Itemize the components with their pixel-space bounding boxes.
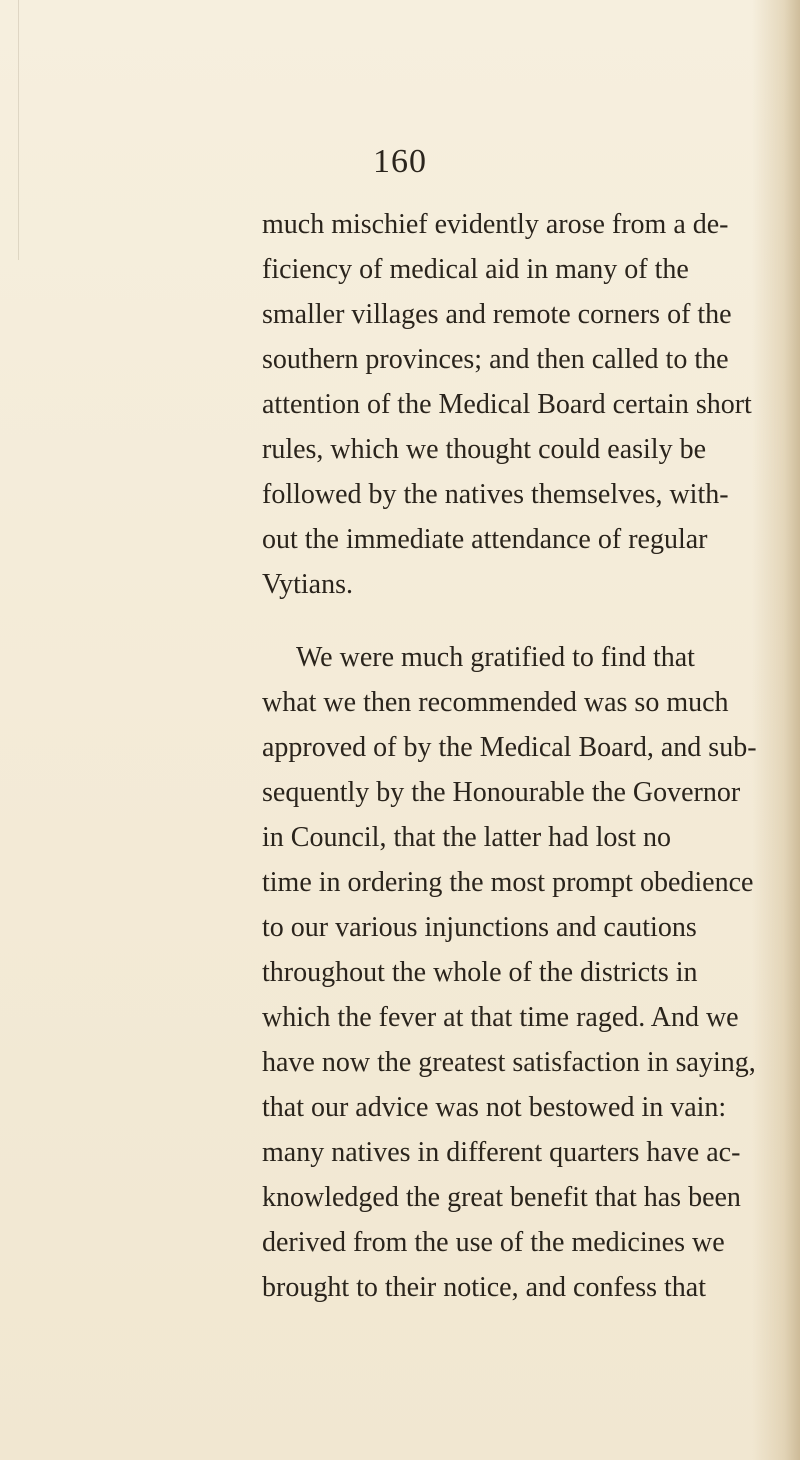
text-line: knowledged the great benefit that has been [262,1182,741,1213]
text-line: to our various injunctions and cautions [262,912,697,943]
text-line: southern provinces; and then called to the [262,344,729,375]
text-line: which the fever at that time raged. And we [262,1002,739,1033]
text-line: much mischief evidently arose from a de- [262,209,729,240]
text-line: Vytians. [262,569,353,600]
text-line: throughout the whole of the districts in [262,957,698,988]
text-line: smaller villages and remote corners of the [262,299,732,330]
text-line: what we then recommended was so much [262,687,729,718]
text-line: derived from the use of the medicines we [262,1227,725,1258]
text-line: in Council, that the latter had lost no [262,822,672,853]
text-line: ficiency of medical aid in many of the [262,254,689,285]
text-line: rules, which we thought could easily be [262,434,707,465]
text-line: followed by the natives themselves, with- [262,479,729,510]
text-line: time in ordering the most prompt obedience [262,867,754,898]
text-line: many natives in different quarters have ac- [262,1137,741,1168]
text-line: attention of the Medical Board certain short [262,389,752,420]
text-line: We were much gratified to find that [296,642,695,673]
text-line: that our advice was not bestowed in vain: [262,1092,727,1123]
text-line: approved of by the Medical Board, and sub- [262,732,757,763]
text-line: brought to their notice, and confess that [262,1272,706,1303]
text-line: have now the greatest satisfaction in saying, [262,1047,756,1078]
text-line: out the immediate attendance of regular [262,524,708,555]
page-number: 160 [373,143,427,180]
text-line: sequently by the Honourable the Governor [262,777,741,808]
page-edge-line [18,0,19,260]
